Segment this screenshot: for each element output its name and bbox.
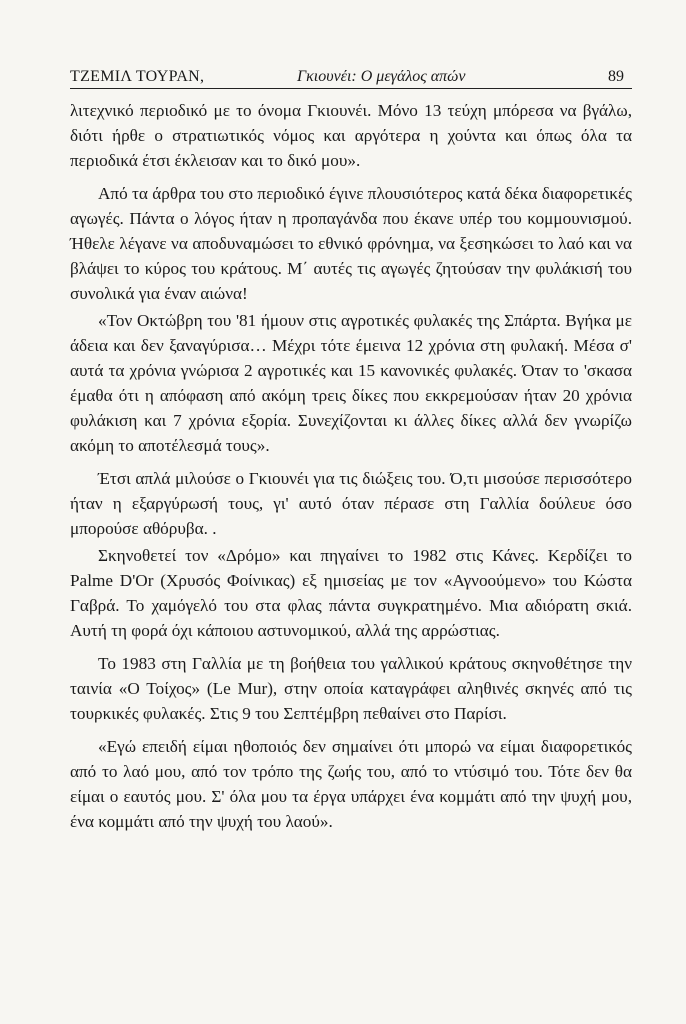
page-body — [70, 98, 632, 834]
paragraph-2: Από τα άρθρα του στο περιοδικό έγινε πλουσιότερος κατά δέκα διαφορετικές αγωγές. Πάντα ο λόγος ήταν η προπαγάνδα που έκανε υπέρ του κομμουνισμού. Ήθελε λέγανε να αποδυναμώσει το εθνικό φρόνημα, να ξεσηκώσει το λαό και να βλάψει το κύρος του κράτους. Μ΄ αυτές τις αγωγές ζητούσαν την φυλάκισή του συνολικά για έναν αιώνα! — [70, 184, 632, 303]
header-title: Γκιουνέι: Ο μεγάλος απών — [297, 68, 466, 85]
paragraph-6: Το 1983 στη Γαλλία με τη βοήθεια του γαλλικού κράτους σκηνοθέτησε την ταινία «Ο Τοίχος» (Le Mur), στην οποία καταγράφει αληθινές σκηνές από τις τουρκικές φυλακές. Στις 9 του Σεπτέμβρη πεθαίνει στο Παρίσι. — [70, 654, 632, 723]
page-number: 89 — [608, 68, 624, 85]
header-author: ΤΖΕΜΙΛ ΤΟΥΡΑΝ, — [70, 68, 205, 85]
paragraph-4: Έτσι απλά μιλούσε ο Γκιουνέι για τις διώξεις του. Ό,τι μισούσε περισσότερο ήταν η εξαργύρωσή τους, γι' αυτό όταν πέρασε στη Γαλλία δούλευε όσο μπορούσε αθόρυβα. . — [70, 469, 632, 538]
paragraph-3: «Τον Οκτώβρη του '81 ήμουν στις αγροτικές φυλακές της Σπάρτα. Βγήκα με άδεια και δεν ξαναγύρισα… Μέχρι τότε έμεινα 12 χρόνια στη φυλακή. Μέσα σ' αυτά τα χρόνια γνώρισα 2 αγροτικές και 15 κανονικές φυλακές. Όταν το 'σκασα έμαθα ότι η απόφαση από ακόμη τρεις δίκες που εκκρεμούσαν ήταν 20 χρόνια φυλάκιση και 7 χρόνια εξορία. Συνεχίζονται κι άλλες δίκες αλλά δεν γνωρίζω ακόμη το αποτέλεσμά τους». — [70, 311, 632, 455]
paragraph-1: λιτεχνικό περιοδικό με το όνομα Γκιουνέι. Μόνο 13 τεύχη μπόρεσα να βγάλω, διότι ήρθε ο στρατιωτικός νόμος και αργότερα η χούντα και όπως όλα τα περιοδικά έτσι έκλεισαν και το δικό μου». — [70, 101, 632, 170]
paragraph-7: «Εγώ επειδή είμαι ηθοποιός δεν σημαίνει ότι μπορώ να είμαι διαφορετικός από το λαό μου, από τον τρόπο της ζωής του, από το ντύσιμό του. Τότε δεν θα είμαι ο εαυτός μου. Σ' όλα μου τα έργα υπάρχει ένα κομμάτι από την ψυχή μου, ένα κομμάτι από την ψυχή του λαού». — [70, 737, 632, 831]
running-header — [70, 66, 632, 89]
paragraph-5: Σκηνοθετεί τον «Δρόμο» και πηγαίνει το 1982 στις Κάνες. Κερδίζει το Palme D'Or (Χρυσός Φοίνικας) εξ ημισείας με τον «Αγνοούμενο» του Κώστα Γαβρά. Το χαμόγελό του στα φλας πάντα συγκρατημένο. Μια αδιόρατη σκιά. Αυτή τη φορά όχι κάποιου αστυνομικού, αλλά της αρρώστιας. — [70, 546, 632, 640]
